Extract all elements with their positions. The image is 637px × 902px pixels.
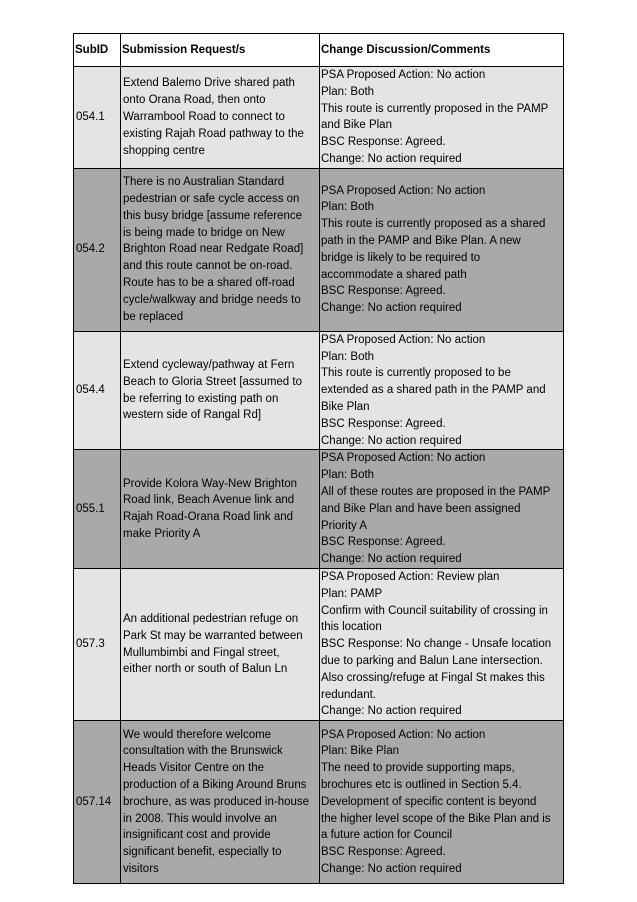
comment-line: PSA Proposed Action: No action (321, 728, 486, 741)
table-row (74, 168, 564, 331)
header-subid: SubID (74, 34, 121, 67)
comment-line: Plan: Both (321, 85, 375, 98)
submission-request-cell (121, 568, 320, 720)
comment-line: Priority A (321, 519, 368, 532)
request-line: be referring to existing path on (123, 392, 279, 405)
comment-line: and Bike Plan and have been assigned (321, 502, 521, 515)
comment-line: BSC Response: Agreed. (321, 136, 446, 149)
request-line: either north or south of Balun Ln (123, 663, 288, 676)
request-line: Extend cycleway/pathway at Fern (123, 358, 295, 371)
change-discussion-cell (320, 450, 564, 569)
comment-line: PSA Proposed Action: No action (321, 452, 486, 465)
comment-line: and Bike Plan (321, 119, 392, 132)
request-line: shopping centre (123, 144, 205, 157)
request-line: Extend Balemo Drive shared path (123, 77, 295, 90)
submission-request-cell (121, 721, 320, 884)
request-line: existing Rajah Road pathway to the (123, 127, 304, 140)
request-line: Beach to Gloria Street [assumed to (123, 375, 302, 388)
table-row (74, 450, 564, 569)
subid-cell: 054.4 (74, 331, 121, 450)
subid-cell: 054.2 (74, 168, 121, 331)
table-header-row (74, 34, 564, 67)
comment-line: PSA Proposed Action: Review plan (321, 570, 500, 583)
request-line: visitors (123, 862, 159, 875)
request-line: An additional pedestrian refuge on (123, 612, 299, 625)
request-line: Mullumbimbi and Fingal street, (123, 646, 280, 659)
request-line: Rajah Road-Orana Road link and (123, 511, 294, 524)
comment-line: BSC Response: Agreed. (321, 846, 446, 859)
comment-line: BSC Response: Agreed. (321, 417, 446, 430)
change-discussion-cell (320, 721, 564, 884)
comment-line: Change: No action required (321, 705, 462, 718)
request-line: insignificant cost and provide (123, 829, 271, 842)
comment-line: Confirm with Council suitability of crossing in (321, 604, 548, 617)
submission-request-cell (121, 168, 320, 331)
submission-request-cell (121, 67, 320, 169)
comment-line: Change: No action required (321, 553, 462, 566)
comment-line: brochures etc is outlined in Section 5.4. (321, 778, 522, 791)
request-line: in 2008. This would involve an (123, 812, 277, 825)
request-line: consultation with the Brunswick (123, 745, 283, 758)
header-submission-request: Submission Request/s (121, 34, 320, 67)
comment-line: this location (321, 621, 382, 634)
comment-line: BSC Response: No change - Unsafe location (321, 638, 552, 651)
comment-line: Plan: Bike Plan (321, 745, 399, 758)
comment-line: BSC Response: Agreed. (321, 285, 446, 298)
table-row (74, 331, 564, 450)
subid-cell: 055.1 (74, 450, 121, 569)
comment-line: Change: No action required (321, 434, 462, 447)
comment-line: Plan: Both (321, 469, 375, 482)
table-body (74, 67, 564, 884)
comment-line: Change: No action required (321, 302, 462, 315)
request-line: production of a Biking Around Bruns (123, 778, 307, 791)
comment-line: This route is currently proposed to be (321, 367, 511, 380)
comment-line: Plan: Both (321, 350, 375, 363)
comment-line: All of these routes are proposed in the PAMP (321, 485, 551, 498)
table-row (74, 721, 564, 884)
request-line: Provide Kolora Way-New Brighton (123, 477, 298, 490)
comment-line: due to parking and Balun Lane intersection. (321, 654, 543, 667)
change-discussion-cell (320, 67, 564, 169)
comment-line: BSC Response: Agreed. (321, 536, 446, 549)
request-line: cycle/walkway and bridge needs to (123, 293, 301, 306)
comment-line: PSA Proposed Action: No action (321, 69, 486, 81)
change-discussion-cell (320, 331, 564, 450)
request-line: Park St may be warranted between (123, 629, 303, 642)
comment-line: Change: No action required (321, 862, 462, 875)
comment-line: The need to provide supporting maps, (321, 762, 515, 775)
request-line: Route has to be a shared off-road (123, 276, 295, 289)
comment-line: PSA Proposed Action: No action (321, 333, 486, 346)
request-line: western side of Rangal Rd] (123, 409, 262, 422)
submissions-table (73, 33, 564, 884)
comment-line: This route is currently proposed as a shared (321, 218, 546, 231)
change-discussion-cell (320, 168, 564, 331)
subid-cell: 057.3 (74, 568, 121, 720)
comment-line: accommodate a shared path (321, 268, 467, 281)
comment-line: the higher level scope of the Bike Plan and is (321, 812, 551, 825)
comment-line: Development of specific content is beyond (321, 795, 537, 808)
request-line: Warrambool Road to connect to (123, 110, 285, 123)
request-line: brochure, as was produced in-house (123, 795, 310, 808)
subid-cell: 057.14 (74, 721, 121, 884)
request-line: significant benefit, especially to (123, 846, 282, 859)
subid-cell: 054.1 (74, 67, 121, 169)
request-line: There is no Australian Standard (123, 176, 285, 189)
request-line: We would therefore welcome (123, 728, 272, 741)
request-line: Road link, Beach Avenue link and (123, 494, 295, 507)
comment-line: This route is currently proposed in the PAMP (321, 102, 549, 115)
request-line: make Priority A (123, 527, 201, 540)
header-change-discussion: Change Discussion/Comments (320, 34, 564, 67)
request-line: Heads Visitor Centre on the (123, 762, 265, 775)
request-line: and this route cannot be on-road. (123, 260, 293, 273)
request-line: is being made to bridge on New (123, 226, 285, 239)
change-discussion-cell (320, 568, 564, 720)
request-line: Brighton Road near Redgate Road] (123, 243, 304, 256)
comment-line: redundant. (321, 688, 376, 701)
submission-request-cell (121, 331, 320, 450)
comment-line: Change: No action required (321, 152, 462, 165)
table-row (74, 568, 564, 720)
comment-line: Plan: Both (321, 201, 375, 214)
comment-line: Plan: PAMP (321, 587, 383, 600)
comment-line: Also crossing/refuge at Fingal St makes this (321, 671, 545, 684)
comment-line: extended as a shared path in the PAMP and (321, 384, 546, 397)
request-line: be replaced (123, 310, 184, 323)
request-line: onto Orana Road, then onto (123, 94, 266, 107)
comment-line: PSA Proposed Action: No action (321, 184, 486, 197)
comment-line: Bike Plan (321, 400, 370, 413)
comment-line: bridge is likely to be required to (321, 251, 481, 264)
table-row (74, 67, 564, 169)
request-line: this busy bridge [assume reference (123, 209, 302, 222)
comment-line: a future action for Council (321, 829, 453, 842)
comment-line: path in the PAMP and Bike Plan. A new (321, 234, 521, 247)
request-line: pedestrian or safe cycle access on (123, 192, 300, 205)
submission-request-cell (121, 450, 320, 569)
